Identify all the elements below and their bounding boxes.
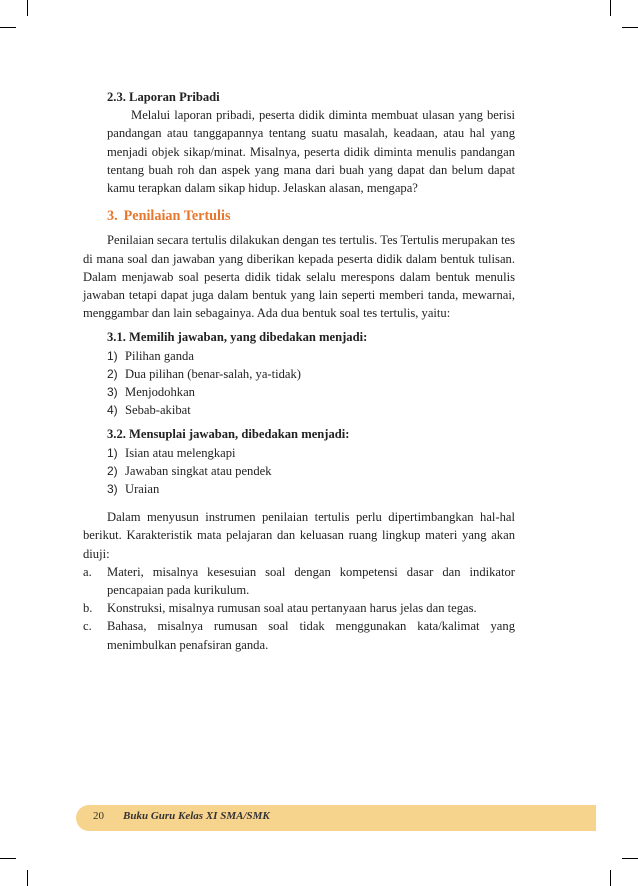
list-item xyxy=(107,480,515,498)
list-item xyxy=(107,365,515,383)
list-letter: c. xyxy=(83,619,92,634)
section-2-3-heading: 2.3. Laporan Pribadi xyxy=(107,90,220,104)
page-number: 20 xyxy=(93,810,104,822)
list-text: Isian atau melengkapi xyxy=(125,445,236,460)
section-3-title: Penilaian Tertulis xyxy=(123,208,231,225)
list-text: Konstruksi, misalnya rumusan soal atau pertanyaan harus jelas dan tegas. xyxy=(107,601,477,616)
list-item xyxy=(83,599,515,617)
list-number: 1) xyxy=(107,348,118,363)
section-3-1-heading: 3.1. Memilih jawaban, yang dibedakan menjadi: xyxy=(107,330,368,345)
list-text: Sebab-akibat xyxy=(125,403,191,418)
list-text: Dua pilihan (benar-salah, ya-tidak) xyxy=(125,366,301,381)
crop-mark xyxy=(622,858,638,859)
list-item xyxy=(107,444,515,462)
list-number: 2) xyxy=(107,463,118,478)
list-item xyxy=(107,347,515,365)
list-text: Bahasa, misalnya rumusan soal tidak menggunakan kata/kalimat yang menimbulkan penafsiran ganda. xyxy=(107,619,515,652)
section-3-2-heading: 3.2. Mensuplai jawaban, dibedakan menjadi: xyxy=(107,427,350,442)
section-3-1-list xyxy=(107,347,515,420)
list-text: Pilihan ganda xyxy=(125,348,194,363)
crop-mark xyxy=(622,27,638,28)
section-3-heading xyxy=(107,207,515,225)
list-text: Materi, misalnya kesesuian soal dengan kompetensi dasar dan indikator pencapaian pada kurikulum. xyxy=(107,564,515,598)
list-number: 1) xyxy=(107,445,118,460)
crop-mark xyxy=(0,858,16,859)
list-number: 3) xyxy=(107,482,118,497)
page-content xyxy=(83,88,515,654)
crop-mark xyxy=(27,0,28,16)
crop-mark xyxy=(610,870,611,886)
list-letter: a. xyxy=(83,564,92,579)
list-text: Menjodohkan xyxy=(125,385,195,400)
list-number: 4) xyxy=(107,403,118,418)
section-3-2-list xyxy=(107,444,515,499)
section-3-number: 3. xyxy=(107,208,118,225)
section-2-3-body: Melalui laporan pribadi, peserta didik diminta membuat ulasan yang berisi pandangan atau tanggapannya tentang suatu masalah, keadaan, atau hal yang menjadi objek sikap/minat. Misalnya, peserta didik diminta menulis pandangan tentang buah roh dan aspek yang mana dari buah yang dapat dan belum dapat kamu terapkan dalam sikap hidup. Jelaskan alasan, mengapa? xyxy=(107,108,515,196)
book-title: Buku Guru Kelas XI SMA/SMK xyxy=(123,810,270,822)
instrumen-intro: Dalam menyusun instrumen penilaian tertulis perlu dipertimbangkan hal-hal berikut. Karakteristik mata pelajaran dan keluasan ruang lingkup materi yang akan diuji: xyxy=(83,510,515,561)
list-item xyxy=(83,617,515,653)
list-item xyxy=(83,563,515,599)
list-item xyxy=(107,401,515,419)
section-3-intro: Penilaian secara tertulis dilakukan dengan tes tertulis. Tes Tertulis merupakan tes di mana soal dan jawaban yang diberikan kepada peserta didik dalam bentuk tulisan. Dalam menjawab soal peserta didik tidak selalu merespons dalam bentuk menulis jawaban tetapi dapat juga dalam bentuk yang lain seperti memberi tanda, mewarnai, menggambar dan lain sebagainya. Ada dua bentuk soal tes tertulis, yaitu: xyxy=(83,233,515,321)
list-number: 3) xyxy=(107,385,118,400)
page-footer xyxy=(76,805,596,831)
crop-mark xyxy=(0,27,16,28)
list-item xyxy=(107,383,515,401)
crop-mark xyxy=(610,0,611,16)
crop-mark xyxy=(27,870,28,886)
list-item xyxy=(107,462,515,480)
list-text: Jawaban singkat atau pendek xyxy=(125,463,272,478)
list-number: 2) xyxy=(107,366,118,381)
list-text: Uraian xyxy=(125,482,160,497)
instrumen-list xyxy=(83,563,515,654)
list-letter: b. xyxy=(83,601,93,616)
